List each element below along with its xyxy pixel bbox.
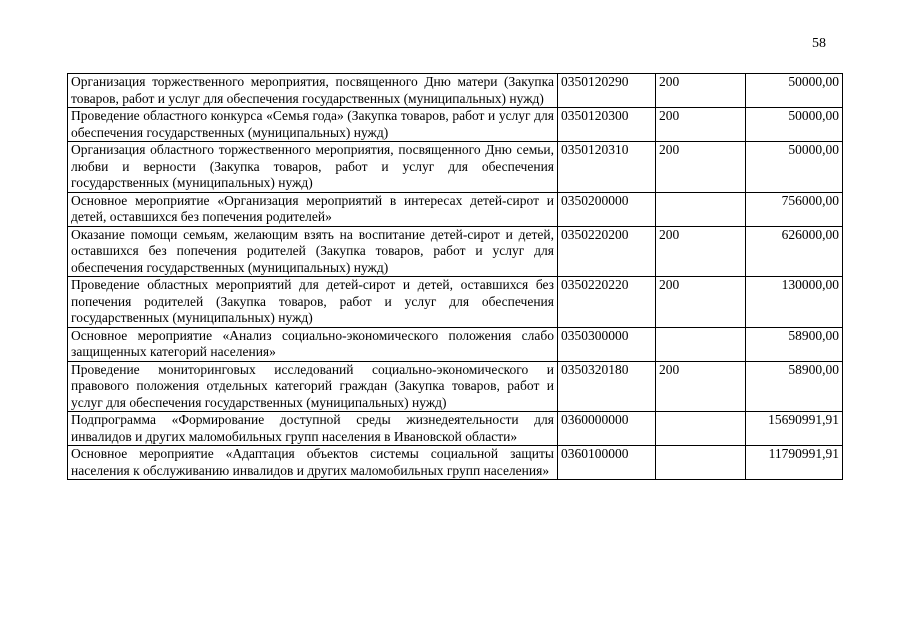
row-type-cell: 200 bbox=[656, 226, 746, 277]
row-name-cell: Проведение областного конкурса «Семья года» (Закупка товаров, работ и услуг для обеспечения государственных (муниципальных) нужд) bbox=[68, 108, 558, 142]
table-row bbox=[68, 412, 843, 446]
row-code-cell: 0350220200 bbox=[558, 226, 656, 277]
row-name-cell: Основное мероприятие «Организация мероприятий в интересах детей-сирот и детей, оставшихся без попечения родителей» bbox=[68, 192, 558, 226]
row-sum-cell: 50000,00 bbox=[746, 142, 843, 193]
table-row bbox=[68, 446, 843, 480]
row-name-cell: Основное мероприятие «Адаптация объектов системы социальной защиты населения к обслуживанию инвалидов и других маломобильных групп населения» bbox=[68, 446, 558, 480]
table-row bbox=[68, 74, 843, 108]
budget-table-body bbox=[68, 74, 843, 480]
row-sum-cell: 11790991,91 bbox=[746, 446, 843, 480]
row-sum-cell: 50000,00 bbox=[746, 74, 843, 108]
row-type-cell bbox=[656, 412, 746, 446]
row-name-cell: Организация областного торжественного мероприятия, посвященного Дню семьи, любви и верности (Закупка товаров, работ и услуг для обеспечения государственных (муниципальных) нужд) bbox=[68, 142, 558, 193]
row-sum-cell: 58900,00 bbox=[746, 327, 843, 361]
row-code-cell: 0350120310 bbox=[558, 142, 656, 193]
row-code-cell: 0350120290 bbox=[558, 74, 656, 108]
row-code-cell: 0360000000 bbox=[558, 412, 656, 446]
page-number: 58 bbox=[812, 36, 826, 51]
table-row bbox=[68, 361, 843, 412]
row-name-cell: Проведение мониторинговых исследований социально-экономического и правового положения отдельных категорий граждан (Закупка товаров, работ и услуг для обеспечения государственных (муниципальных) нужд) bbox=[68, 361, 558, 412]
row-code-cell: 0350220220 bbox=[558, 277, 656, 328]
row-sum-cell: 756000,00 bbox=[746, 192, 843, 226]
table-row bbox=[68, 226, 843, 277]
row-code-cell: 0350320180 bbox=[558, 361, 656, 412]
row-sum-cell: 50000,00 bbox=[746, 108, 843, 142]
table-row bbox=[68, 108, 843, 142]
row-code-cell: 0350200000 bbox=[558, 192, 656, 226]
row-type-cell: 200 bbox=[656, 361, 746, 412]
row-code-cell: 0360100000 bbox=[558, 446, 656, 480]
row-name-cell: Подпрограмма «Формирование доступной среды жизнедеятельности для инвалидов и других маломобильных групп населения в Ивановской области» bbox=[68, 412, 558, 446]
row-code-cell: 0350120300 bbox=[558, 108, 656, 142]
row-type-cell: 200 bbox=[656, 142, 746, 193]
row-name-cell: Организация торжественного мероприятия, посвященного Дню матери (Закупка товаров, работ и услуг для обеспечения государственных (муниципальных) нужд) bbox=[68, 74, 558, 108]
table-row bbox=[68, 327, 843, 361]
row-type-cell bbox=[656, 327, 746, 361]
row-type-cell bbox=[656, 446, 746, 480]
row-type-cell: 200 bbox=[656, 108, 746, 142]
budget-table bbox=[67, 73, 843, 480]
table-row bbox=[68, 277, 843, 328]
table-row bbox=[68, 192, 843, 226]
row-type-cell: 200 bbox=[656, 74, 746, 108]
row-sum-cell: 626000,00 bbox=[746, 226, 843, 277]
row-type-cell: 200 bbox=[656, 277, 746, 328]
table-row bbox=[68, 142, 843, 193]
row-name-cell: Оказание помощи семьям, желающим взять на воспитание детей-сирот и детей, оставшихся без попечения родителей (Закупка товаров, работ и услуг для обеспечения государственных (муниципальных) нужд) bbox=[68, 226, 558, 277]
row-name-cell: Проведение областных мероприятий для детей-сирот и детей, оставшихся без попечения родителей (Закупка товаров, работ и услуг для обеспечения государственных (муниципальных) нужд) bbox=[68, 277, 558, 328]
row-code-cell: 0350300000 bbox=[558, 327, 656, 361]
row-sum-cell: 58900,00 bbox=[746, 361, 843, 412]
row-sum-cell: 130000,00 bbox=[746, 277, 843, 328]
row-type-cell bbox=[656, 192, 746, 226]
row-sum-cell: 15690991,91 bbox=[746, 412, 843, 446]
row-name-cell: Основное мероприятие «Анализ социально-экономического положения слабо защищенных категорий населения» bbox=[68, 327, 558, 361]
